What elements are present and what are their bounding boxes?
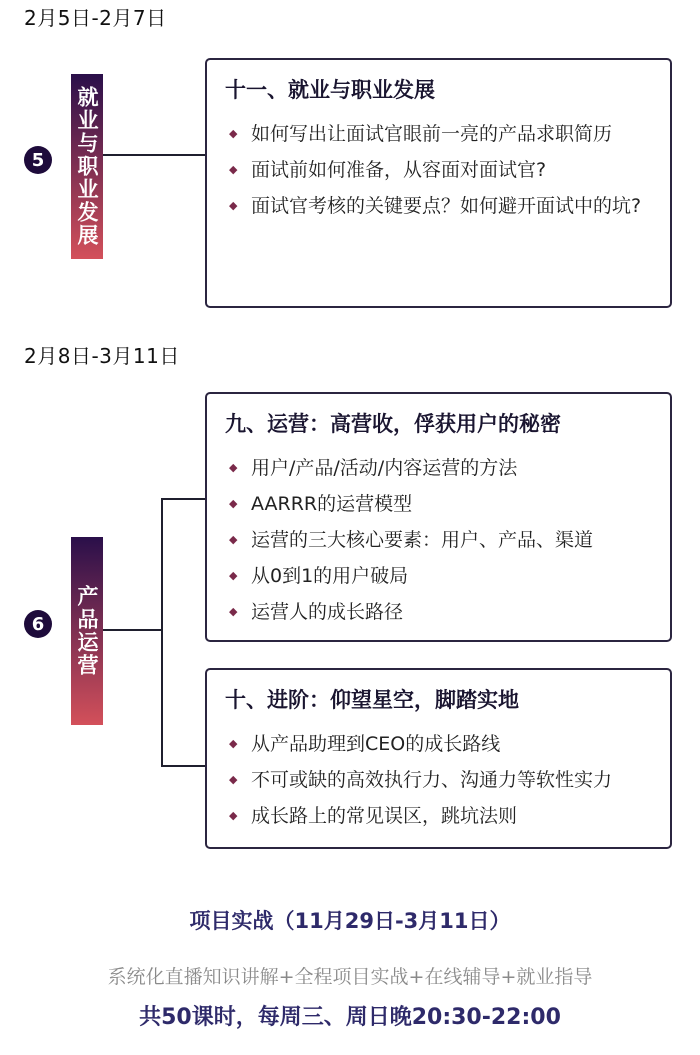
section-tag: 产品运营 xyxy=(71,537,103,725)
connector-bracket xyxy=(161,498,163,766)
connector-line xyxy=(161,498,207,500)
schedule-summary: 共50课时，每周三、周日晚20:30-22:00 xyxy=(139,1005,561,1030)
course-card xyxy=(205,668,672,849)
list-item: ◆ 从产品助理到CEO的成长路线 xyxy=(225,726,652,762)
course-card xyxy=(205,392,672,642)
list-item: ◆ 面试前如何准备，从容面对面试官? xyxy=(225,152,652,188)
section-tag: 就业与职业发展 xyxy=(71,74,103,259)
course-card xyxy=(205,58,672,308)
connector-line xyxy=(103,629,162,631)
list-item: ◆ AARRR的运营模型 xyxy=(225,486,652,522)
card-title: 九、运营：高营收，俘获用户的秘密 xyxy=(225,412,561,436)
list-item: ◆ 如何写出让面试官眼前一亮的产品求职简历 xyxy=(225,116,652,152)
connector-line xyxy=(161,765,207,767)
section-date: 2月5日-2月7日 xyxy=(24,6,167,30)
card-title: 十、进阶：仰望星空，脚踏实地 xyxy=(225,688,519,712)
list-item: ◆ 运营的三大核心要素：用户、产品、渠道 xyxy=(225,522,652,558)
list-item: ◆ 面试官考核的关键要点？如何避开面试中的坑? xyxy=(225,188,652,224)
list-item: ◆ 运营人的成长路径 xyxy=(225,594,652,630)
list-item: ◆ 不可或缺的高效执行力、沟通力等软性实力 xyxy=(225,762,652,798)
list-item: ◆ 从0到1的用户破局 xyxy=(225,558,652,594)
list-item: ◆ 成长路上的常见误区，跳坑法则 xyxy=(225,798,652,834)
connector-line xyxy=(103,154,207,156)
section-number-badge: 6 xyxy=(24,610,52,638)
card-title: 十一、就业与职业发展 xyxy=(225,78,435,102)
section-number-badge: 5 xyxy=(24,146,52,174)
project-subtitle: 系统化直播知识讲解+全程项目实战+在线辅导+就业指导 xyxy=(107,966,593,988)
list-item: ◆ 用户/产品/活动/内容运营的方法 xyxy=(225,450,652,486)
project-title: 项目实战（11月29日-3月11日） xyxy=(189,909,511,933)
section-date: 2月8日-3月11日 xyxy=(24,344,180,368)
